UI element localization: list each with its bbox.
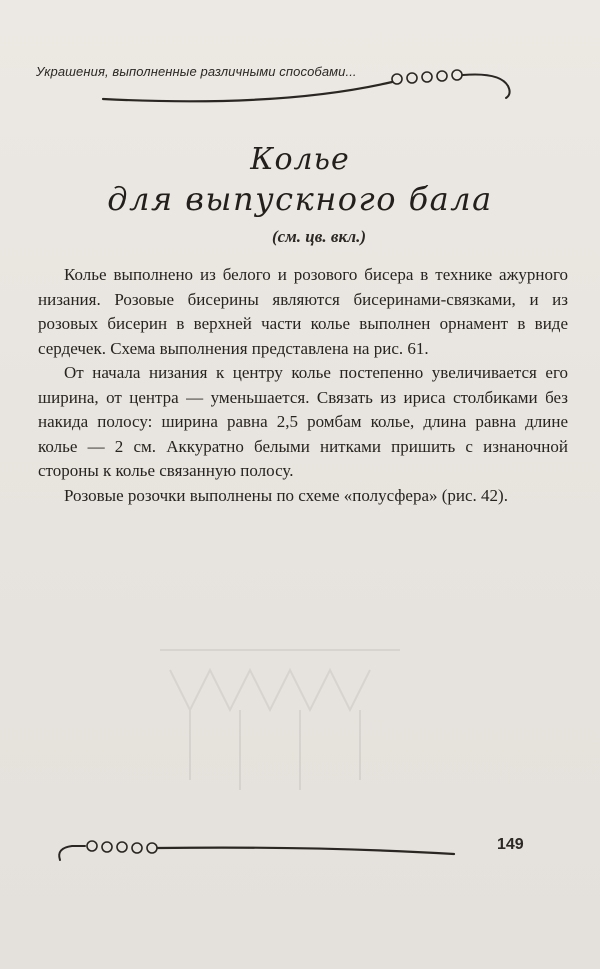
article-title-line1: Колье: [250, 142, 350, 177]
running-header: Украшения, выполненные различными способами...: [36, 64, 357, 79]
paragraph-1: Колье выполнено из белого и розового бисера в технике ажурного низания. Розовые бисерины являются бисеринами-связками, и из розовых бисерин в верхней части колье выполнен орнамент в виде сердечек. Схема выполнения представлена на рис. 61.: [38, 265, 568, 358]
page-number: 149: [497, 836, 524, 853]
article-subtitle: (см. цв. вкл.): [271, 227, 367, 246]
paragraph-2: От начала низания к центру колье постепенно увеличивается его ширина, от центра — уменьшается. Связать из ириса столбиками без накида полосу: ширина равна 2,5 ромбам колье, длина равна длине колье — 2 см. Аккуратно белыми нитками пришить с изнаночной стороны к колье связанную полосу.: [38, 363, 568, 480]
article-title-line2: для выпускного бала: [107, 180, 493, 218]
paragraph-3: Розовые розочки выполнены по схеме «полусфера» (рис. 42).: [64, 485, 508, 505]
